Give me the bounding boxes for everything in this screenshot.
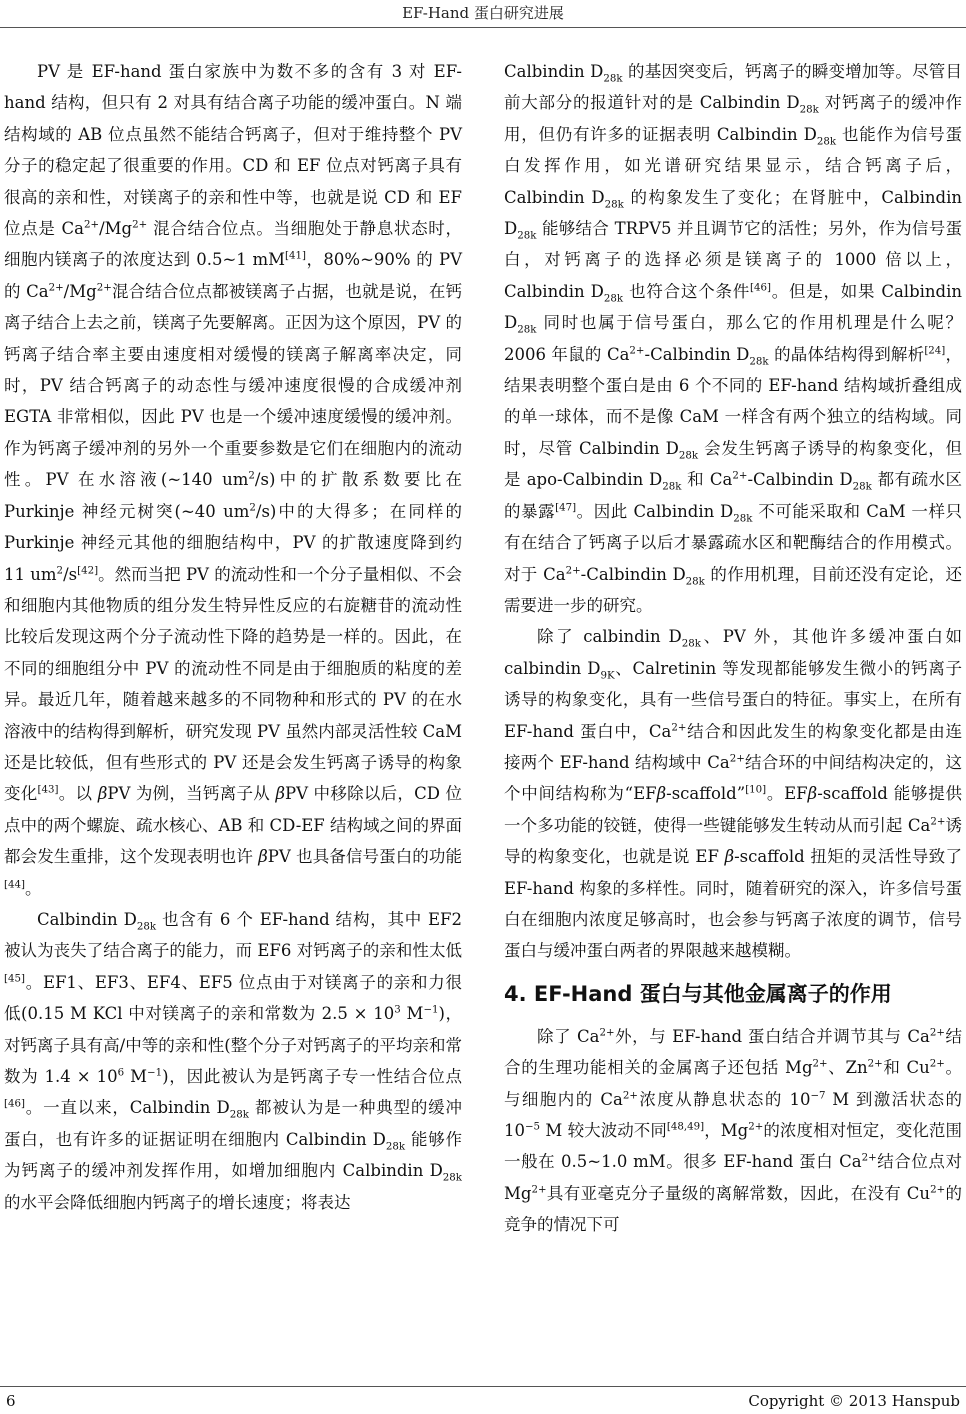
copyright-notice: Copyright © 2013 Hanspub xyxy=(748,1392,960,1410)
page-number: 6 xyxy=(6,1392,16,1410)
header-rule xyxy=(0,27,966,28)
left-column xyxy=(4,56,462,1218)
running-header: EF-Hand 蛋白研究进展 xyxy=(402,4,564,22)
paragraph-calbindin: Calbindin $D_{28k}$ 也含有 6 个 EF-hand 结构，其中 EF2 被认为丧失了结合离子的能力，而 EF6 对钙离子的亲和性太低[45]。EF1、EF3、EF4、EF5 位点由于对镁离子的亲和力很低(0.15 M KCl 中对镁离子的亲和常数为 $2.5 \times 10^3$ $M^{-1}$)，对钙离子具有高/中等的亲和性(整个分子对钙离子的平均亲和常数为 $1.4 \times 10^6$ $M^{-1}$)，因此被认为是钙离子专一性结合位点[46]。一直以来，Calbindin $D_{28k}$ 都被认为是一种典型的缓冲蛋白，也有许多的证据证明在细胞内 Calbindin $D_{28k}$ 能够作为钙离子的缓冲剂发挥作用，如增加细胞内 Calbindin $D_{28k}$ 的水平会降低细胞内钙离子的增长速度；将表达 xyxy=(4,909,463,1212)
paragraph-metal-ions: 除了 $Ca^{2+}$外，与 EF-hand 蛋白结合并调节其与 $Ca^{2+}$结合的生理功能相关的金属离子还包括 $Mg^{2+}$、$Zn^{2+}$和 $Cu^{2+}$。与细胞内的 $Ca^{2+}$浓度从静息状态的 $10^{-7}$ M 到激活状态的 $10^{-5}$ M 较大波动不同[48,49]，$Mg^{2+}$的浓度相对恒定，变化范围一般在 0.5~1.0 mM。很多 EF-hand 蛋白 $Ca^{2+}$结合位点对 $Mg^{2+}$具有亚毫克分子量级的离解常数，因此，在没有 $Cu^{2+}$的竞争的情况下可 xyxy=(504,1026,963,1235)
section-heading: 4. EF-Hand 蛋白与其他金属离子的作用 xyxy=(504,981,892,1006)
paragraph-calbindin-continued: Calbindin $D_{28k}$ 的基因突变后，钙离子的瞬变增加等。尽管目前大部分的报道针对的是 Calbindin $D_{28k}$ 对钙离子的缓冲作用，但仍有许多的证据表明 Calbindin $D_{28k}$ 也能作为信号蛋白发挥作用，如光谱研究结果显示，结合钙离子后，Calbindin $D_{28k}$ 的构象发生了变化；在肾脏中，Calbindin $D_{28k}$ 能够结合 TRPV5 并且调节它的活性；另外，作为信号蛋白，对钙离子的选择必须是镁离子的 1000 倍以上，Calbindin $D_{28k}$ 也符合这个条件[46]。但是，如果 Calbindin $D_{28k}$ 同时也属于信号蛋白，那么它的作用机理是什么呢？2006 年鼠的 $Ca^{2+}$-Calbindin $D_{28k}$ 的晶体结构得到解析[24]，结果表明整个蛋白是由 6 个不同的 EF-hand 结构域折叠组成的单一球体，而不是像 CaM 一样含有两个独立的结构域。同时，尽管 Calbindin $D_{28k}$ 会发生钙离子诱导的构象变化，但是 apo-Calbindin $D_{28k}$ 和 $Ca^{2+}$-Calbindin $D_{28k}$ 都有疏水区的暴露[47]。因此 Calbindin $D_{28k}$ 不可能采取和 CaM 一样只有在结合了钙离子以后才暴露疏水区和靶酶结合的作用模式。对于 $Ca^{2+}$-Calbindin $D_{28k}$ 的作用机理，目前还没有定论，还需要进一步的研究。 xyxy=(504,62,963,615)
paragraph-pv: PV 是 EF-hand 蛋白家族中为数不多的含有 3 对 EF-hand 结构，但只有 2 对具有结合离子功能的缓冲蛋白。N 端结构域的 AB 位点虽然不能结合钙离子，但对于维持整个 PV 分子的稳定起了很重要的作用。CD 和 EF 位点对钙离子具有很高的亲和性，对镁离子的亲和性中等，也就是说 CD 和 EF 位点是 $Ca^{2+}/Mg^{2+}$ 混合结合位点。当细胞处于静息状态时，细胞内镁离子的浓度达到 0.5~1 mM[41]，80%~90% 的 PV 的 $Ca^{2+}/Mg^{2+}$混合结合位点都被镁离子占据，也就是说，在钙离子结合上去之前，镁离子先要解离。正因为这个原因，PV 的钙离子结合率主要由速度相对缓慢的镁离子解离率决定，同时，PV 结合钙离子的动态性与缓冲速度很慢的合成缓冲剂 EGTA 非常相似，因此 PV 也是一个缓冲速度缓慢的缓冲剂。作为钙离子缓冲剂的另外一个重要参数是它们在细胞内的流动性。PV 在水溶液(~140 $um^2/s$)中的扩散系数要比在 Purkinje 神经元树突(~40 $um^2/s$)中的大得多；在同样的 Purkinje 神经元其他的细胞结构中，PV 的扩散速度降到约 11 $um^2/s[42]$。然而当把 PV 的流动性和一个分子量相似、不会和细胞内其他物质的组分发生特异性反应的右旋糖苷的流动性比较后发现这两个分子流动性下降的趋势是一样的。因此，在不同的细胞组分中 PV 的流动性不同是由于细胞质的粘度的差异。最近几年，随着越来越多的不同物种和形式的 PV 的在水溶液中的结构得到解析，研究发现 PV 虽然内部灵活性较 CaM 还是比较低，但有些形式的 PV 还是会发生钙离子诱导的构象变化[43]。以 βPV 为例，当钙离子从 βPV 中移除以后，CD 位点中的两个螺旋、疏水核心、AB 和 CD-EF 结构域之间的界面都会发生重排，这个发现表明也许 βPV 也具备信号蛋白的功能[44]。 xyxy=(4,62,463,898)
footer-rule xyxy=(0,1386,966,1387)
paragraph-buffer-proteins: 除了 calbindin $D_{28k}$、PV 外，其他许多缓冲蛋白如 calbindin $D_{9K}$、Calretinin 等发现都能够发生微小的钙离子诱导的构象变化，具有一些信号蛋白的特征。事实上，在所有 EF-hand 蛋白中，$Ca^{2+}$结合和因此发生的构象变化都是由连接两个 EF-hand 结构域中 $Ca^{2+}$结合环的中间结构决定的，这个中间结构称为“EFβ-scaffold”[10]。EFβ-scaffold 能够提供一个多功能的铰链，使得一些键能够发生转动从而引起 $Ca^{2+}$诱导的构象变化，也就是说 EF β-scaffold 扭矩的灵活性导致了 EF-hand 构象的多样性。同时，随着研究的深入，许多信号蛋白在细胞内浓度足够高时，也会参与钙离子浓度的调节，信号蛋白与缓冲蛋白两者的界限越来越模糊。 xyxy=(504,627,963,961)
right-column xyxy=(504,56,962,1241)
